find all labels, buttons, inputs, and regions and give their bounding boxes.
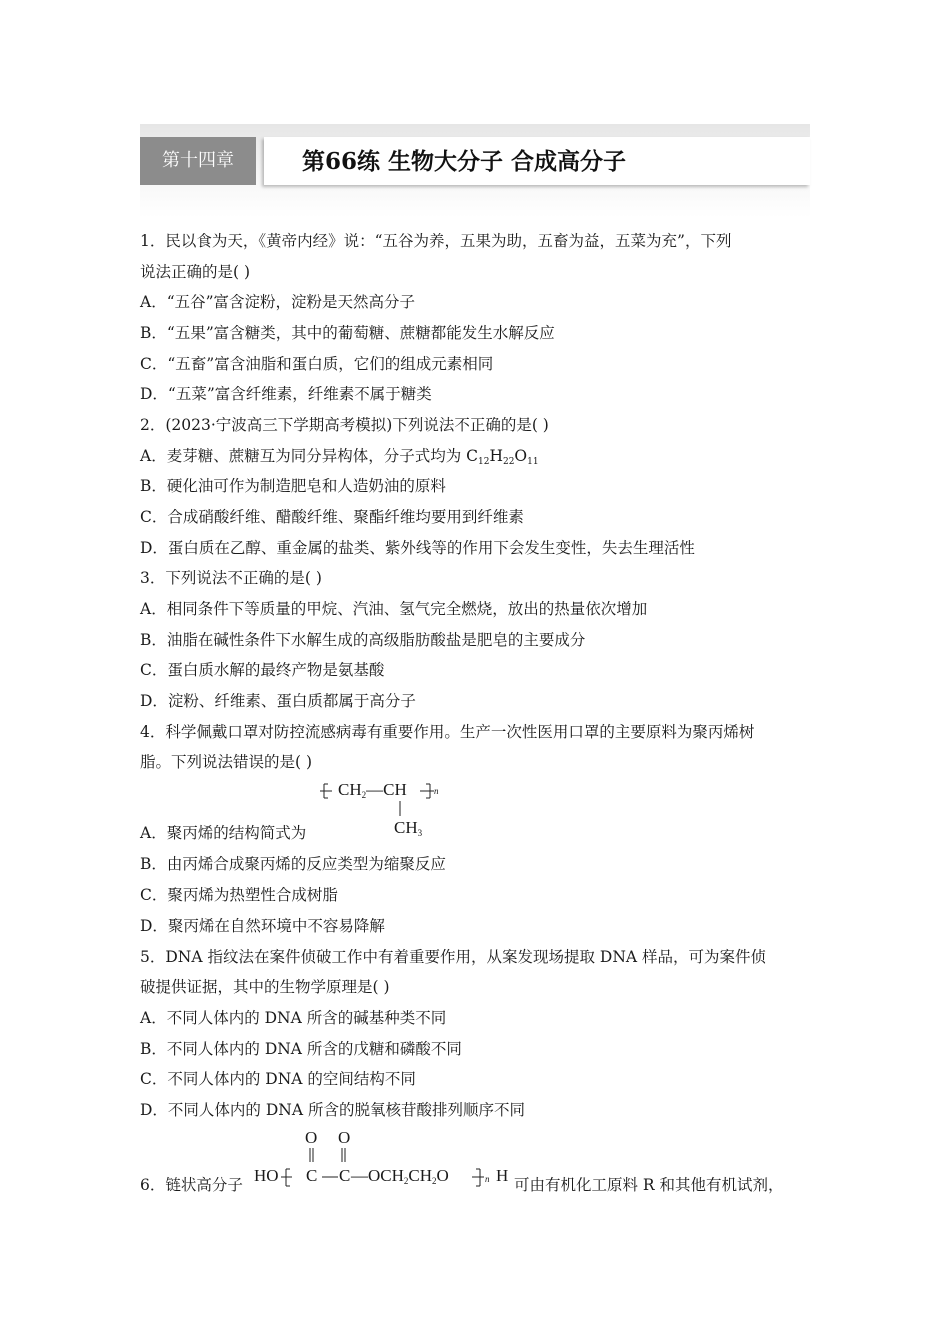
polyester-formula	[254, 1126, 516, 1196]
q6-stem-suffix: 可由有机化工原料 R 和其他有机试剂，	[514, 1176, 784, 1194]
q4-stem-line1: 4．科学佩戴口罩对防控流感病毒有重要作用。生产一次性医用口罩的主要原料为聚丙烯树	[140, 723, 755, 741]
carbonyl-o1: O	[305, 1128, 318, 1147]
q3-stem: 3．下列说法不正确的是( )	[140, 569, 322, 587]
q5-option-a: A．不同人体内的 DNA 所含的碱基种类不同	[140, 1009, 447, 1027]
ch-text: CH	[338, 780, 362, 799]
sub-2b: 2	[432, 1176, 437, 1186]
q4-option-a: A．聚丙烯的结构简式为	[140, 824, 307, 842]
ch-text-2: CH	[408, 1166, 433, 1185]
q1-option-c: C．“五畜”富含油脂和蛋白质，它们的组成元素相同	[140, 355, 494, 373]
q2-sub-12: 12	[477, 457, 490, 467]
q1-option-a: A．“五谷”富含淀粉，淀粉是天然高分子	[140, 293, 416, 311]
q2-sub-11: 11	[527, 457, 539, 467]
ch-mid: —CH	[366, 780, 407, 799]
q2-option-a	[140, 446, 810, 472]
chapter-label: 第十四章	[140, 137, 256, 185]
page-title: 第66练 生物大分子 合成高分子	[302, 148, 627, 175]
q2-o: O	[514, 447, 528, 465]
q1-option-b: B．“五果”富含糖类，其中的葡萄糖、蔗糖都能发生水解反应	[140, 324, 555, 342]
q5-option-d: D．不同人体内的 DNA 所含的脱氧核苷酸排列顺序不同	[140, 1101, 525, 1119]
carbonyl-c2: C	[339, 1166, 351, 1185]
q2-option-d: D．蛋白质在乙醇、重金属的盐类、紫外线等的作用下会发生变性，失去生理活性	[140, 539, 695, 557]
q2-option-c: C．合成硝酸纤维、醋酸纤维、聚酯纤维均要用到纤维素	[140, 508, 524, 526]
q4-option-d: D．聚丙烯在自然环境中不容易降解	[140, 917, 385, 935]
polymer-main-chain	[338, 780, 407, 800]
q5-option-c: C．不同人体内的 DNA 的空间结构不同	[140, 1070, 416, 1088]
q4-stem-line2: 脂。下列说法错误的是( )	[140, 753, 313, 771]
polymer-n: n	[434, 786, 439, 796]
q2-option-b: B．硬化油可作为制造肥皂和人造奶油的原料	[140, 477, 446, 495]
q5-stem-line2: 破提供证据，其中的生物学原理是( )	[140, 978, 390, 996]
q2-h: H	[489, 447, 503, 465]
q5-option-b: B．不同人体内的 DNA 所含的戊糖和磷酸不同	[140, 1040, 462, 1058]
sub-2: 2	[361, 790, 367, 800]
q3-option-c: C．蛋白质水解的最终产物是氨基酸	[140, 661, 385, 679]
carbonyl-c1: C	[306, 1166, 318, 1185]
q5-stem-line1: 5．DNA 指纹法在案件侦破工作中有着重要作用，从案发现场提取 DNA 样品，可为案件侦	[140, 948, 767, 966]
q1-stem-line1: 1．民以食为天，《黄帝内经》说：“五谷为养，五果为助，五畜为益，五菜为充”，下列	[140, 232, 732, 250]
q3-option-a: A．相同条件下等质量的甲烷、汽油、氢气完全燃烧，放出的热量依次增加	[140, 600, 648, 618]
q6-stem-prefix: 6．链状高分子	[140, 1176, 243, 1194]
carbonyl-o2: O	[338, 1128, 351, 1147]
q4-option-b: B．由丙烯合成聚丙烯的反应类型为缩聚反应	[140, 855, 446, 873]
h-end: H	[496, 1166, 509, 1185]
o-text: O	[436, 1166, 449, 1185]
q3-option-b: B．油脂在碱性条件下水解生成的高级脂肪酸盐是肥皂的主要成分	[140, 631, 586, 649]
sub-2a: 2	[403, 1176, 409, 1186]
q4-option-c: C．聚丙烯为热塑性合成树脂	[140, 886, 338, 904]
q1-stem-line2: 说法正确的是( )	[140, 263, 251, 281]
ho-text: HO	[254, 1166, 279, 1185]
ester-tail	[351, 1166, 449, 1186]
q2-option-a-text: A．麦芽糖、蔗糖互为同分异构体，分子式均为 C	[140, 447, 478, 465]
q2-sub-22: 22	[502, 457, 515, 467]
q3-option-d: D．淀粉、纤维素、蛋白质都属于高分子	[140, 692, 416, 710]
q2-stem: 2．(2023·宁波高三下学期高考模拟)下列说法不正确的是( )	[140, 416, 549, 434]
sub-3: 3	[417, 828, 423, 838]
och-text: —OCH	[351, 1166, 404, 1185]
polyester-n: n	[485, 1174, 490, 1184]
q1-option-d: D．“五菜”富含纤维素，纤维素不属于糖类	[140, 385, 432, 403]
ch3-text: CH	[394, 818, 418, 837]
